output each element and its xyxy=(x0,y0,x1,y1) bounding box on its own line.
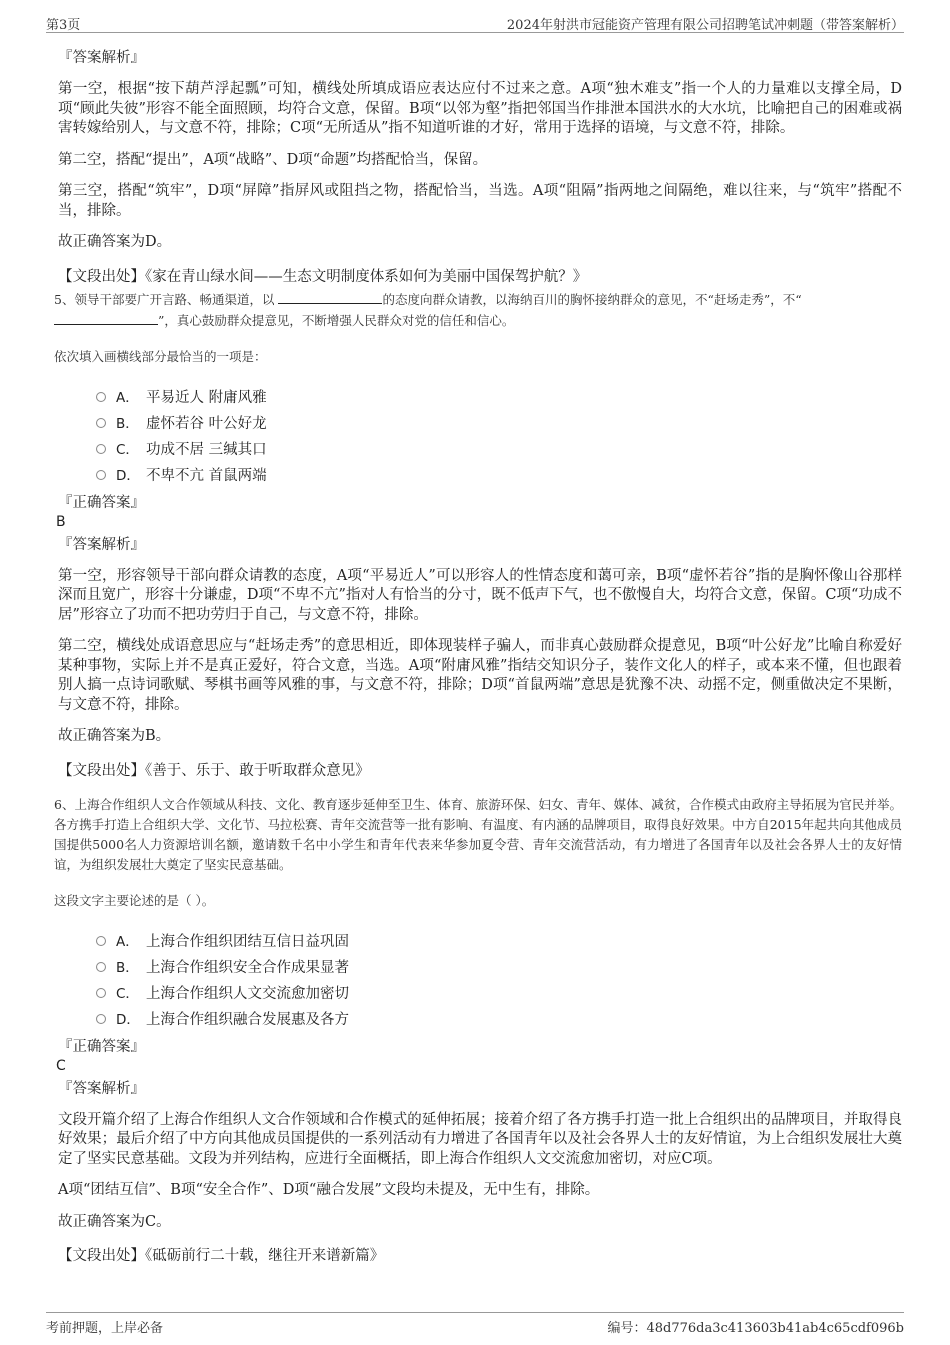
radio-icon[interactable] xyxy=(96,392,106,402)
document-code: 编号：48d776da3c413603b41ab4c65cdf096b xyxy=(607,1321,904,1336)
q6-stem: 6、上海合作组织人文合作领域从科技、文化、教育逐步延伸至卫生、体育、旅游环保、妇女、青年、媒体、减贫，合作模式由政府主导拓展为官民并举。各方携手打造上合组织大学、文化节、马拉松赛、青年交流营等一批有影响、有温度、有内涵的品牌项目，取得良好效果。中方自2015年起共向其他成员国提供5000名人力资源培训名额，邀请数千名中小学生和青年代表来华参加夏令营、青年交流营活动，有力增进了各国青年以及社会各界人士的友好情谊，为组织发展壮大奠定了坚实民意基础。 xyxy=(54,796,902,872)
q6-analysis-p1: 文段开篇介绍了上海合作组织人文合作领域和合作模式的延伸拓展；接着介绍了各方携手打造一批上合组织出的品牌项目，并取得良好效果；最后介绍了中方向其他成员国提供的一系列活动有力增进了各国青年以及社会各界人士的友好情谊，为上合组织发展壮大奠定了坚实民意基础。文段为并列结构，应进行全面概括，即上海合作组织人文交流愈加密切，对应C项。 xyxy=(58,1111,902,1167)
radio-icon[interactable] xyxy=(96,444,106,454)
q5-analysis-p2: 第二空，横线处成语意思应与“赶场走秀”的意思相近，即体现装样子骗人，而非真心鼓励群众提意见，B项“叶公好龙”比喻自称爱好某种事物，实际上并不是真正爱好，符合文意，当选。A项“附庸风雅”指结交知识分子，装作文化人的样子，或本来不懂，但也跟着别人搞一点诗词歌赋、琴棋书画等风雅的事，与文意不符，排除；D项“首鼠两端”意思是犹豫不决、动摇不定，侧重做决定不果断，与文意不符，排除。 xyxy=(58,638,902,713)
q6-answer-tag: 『正确答案』 xyxy=(58,1038,145,1055)
page-number: 第3页 xyxy=(46,18,81,33)
q6-option-b[interactable]: B． 上海合作组织安全合作成果显著 xyxy=(96,955,902,981)
q6-analysis-tag: 『答案解析』 xyxy=(58,1080,145,1097)
q5-option-d[interactable]: D． 不卑不亢 首鼠两端 xyxy=(96,463,902,489)
q5-option-b[interactable]: B． 虚怀若谷 叶公好龙 xyxy=(96,411,902,437)
prev-analysis-p1: 第一空，根据“按下葫芦浮起瓢”可知，横线处所填成语应表达应付不过来之意。A项“独木难支”指一个人的力量难以支撑全局，D项“顾此失彼”形容不能全面照顾，均符合文意，保留。B项“以邻为壑”指把邻国当作排泄本国洪水的大水坑，比喻把自己的困难或祸害转嫁给别人，与文意不符，排除；C项“无所适从”指不知道听谁的才好，常用于选择的语境，与文意不符，排除。 xyxy=(58,81,902,136)
q6-option-d[interactable]: D． 上海合作组织融合发展惠及各方 xyxy=(96,1007,902,1033)
q5-analysis-p1: 第一空，形容领导干部向群众请教的态度，A项“平易近人”可以形容人的性情态度和蔼可亲，B项“虚怀若谷”指的是胸怀像山谷那样深而且宽广，形容十分谦虚，D项“不卑不亢”指对人有恰当的分寸，既不低声下气，也不傲慢自大，均符合文意，保留。C项“功成不居”形容立了功而不把功劳归于自己，与文意不符，排除。 xyxy=(58,567,902,623)
q5-blank-2 xyxy=(54,310,158,325)
q5-instruction: 依次填入画横线部分最恰当的一项是： xyxy=(54,348,267,364)
footer-slogan: 考前押题，上岸必备 xyxy=(46,1321,164,1336)
q5-blank-1 xyxy=(278,289,382,304)
prev-analysis-p2: 第二空，搭配“提出”，A项“战略”、D项“命题”均搭配恰当，保留。 xyxy=(58,151,488,168)
q5-analysis-tag: 『答案解析』 xyxy=(58,536,145,553)
page-content xyxy=(56,44,902,1266)
radio-icon[interactable] xyxy=(96,1014,106,1024)
radio-icon[interactable] xyxy=(96,418,106,428)
radio-icon[interactable] xyxy=(96,988,106,998)
q6-source: 【文段出处】《砥砺前行二十载，继往开来谱新篇》 xyxy=(58,1248,385,1264)
prev-source: 【文段出处】《家在青山绿水间——生态文明制度体系如何为美丽中国保驾护航？》 xyxy=(58,268,588,285)
q5-options xyxy=(96,385,902,489)
q6-answer: C xyxy=(56,1057,66,1074)
prev-analysis-tag: 『答案解析』 xyxy=(58,50,145,66)
q6-option-c[interactable]: C． 上海合作组织人文交流愈加密切 xyxy=(96,981,902,1007)
radio-icon[interactable] xyxy=(96,936,106,946)
q5-answer-tag: 『正确答案』 xyxy=(58,494,145,511)
radio-icon[interactable] xyxy=(96,962,106,972)
prev-analysis-p3: 第三空，搭配“筑牢”，D项“屏障”指屏风或阻挡之物，搭配恰当，当选。A项“阻隔”指两地之间隔绝，难以往来，与“筑牢”搭配不当，排除。 xyxy=(58,183,902,219)
q5-option-c[interactable]: C． 功成不居 三缄其口 xyxy=(96,437,902,463)
q5-stem: 5、领导干部要广开言路、畅通渠道，以 的态度向群众请教，以海纳百川的胸怀接纳群众的意见，不“赶场走秀”，不“ ”，真心鼓励群众提意见，不断增强人民群众对党的信任和信心。 xyxy=(54,289,902,331)
q5-source: 【文段出处】《善于、乐于、敢于听取群众意见》 xyxy=(58,762,370,779)
q6-analysis-p3: 故正确答案为C。 xyxy=(58,1213,171,1230)
prev-analysis-p4: 故正确答案为D。 xyxy=(58,234,172,250)
q6-option-a[interactable]: A． 上海合作组织团结互信日益巩固 xyxy=(96,929,902,955)
document-title: 2024年射洪市冠能资产管理有限公司招聘笔试冲刺题（带答案解析） xyxy=(506,18,904,33)
q5-option-a[interactable]: A． 平易近人 附庸风雅 xyxy=(96,385,902,411)
radio-icon[interactable] xyxy=(96,470,106,480)
page-header xyxy=(46,12,904,33)
q6-options xyxy=(96,929,902,1033)
q6-analysis-p2: A项“团结互信”、B项“安全合作”、D项“融合发展”文段均未提及，无中生有，排除。 xyxy=(58,1182,600,1198)
q5-answer: B xyxy=(56,513,66,530)
q6-instruction: 这段文字主要论述的是（ ）。 xyxy=(54,892,215,908)
q5-analysis-p3: 故正确答案为B。 xyxy=(58,728,171,744)
page-footer xyxy=(46,1312,904,1335)
